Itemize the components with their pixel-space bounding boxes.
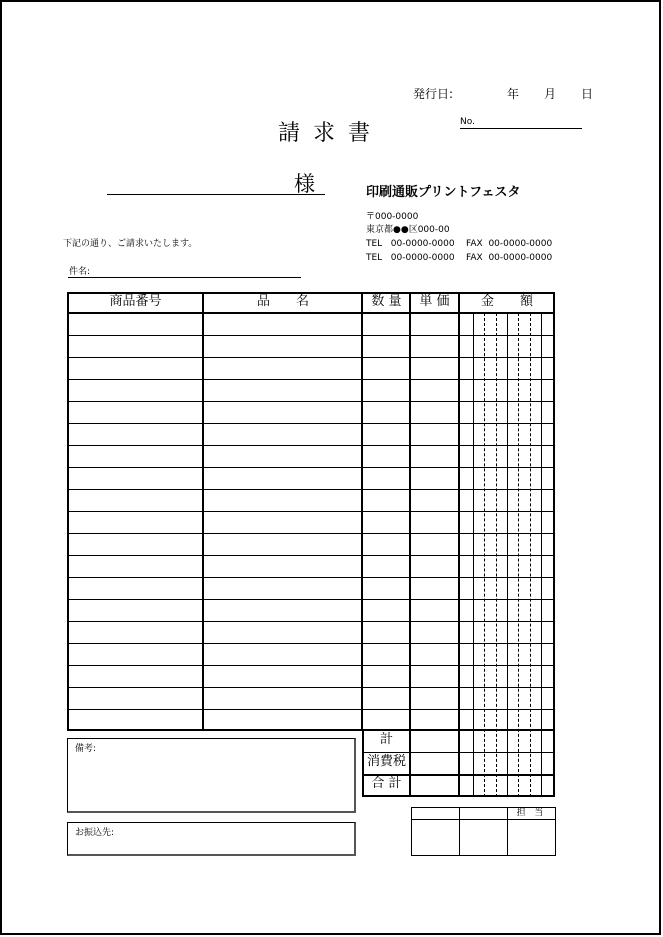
unit-price-cell[interactable] xyxy=(412,468,458,488)
product-name-cell[interactable] xyxy=(205,578,361,598)
product-name-cell[interactable] xyxy=(205,512,361,532)
page-title: 請求書 xyxy=(278,121,384,146)
product-name-cell[interactable] xyxy=(205,380,361,400)
day-label: 日 xyxy=(581,87,594,101)
product-name-cell[interactable] xyxy=(205,710,361,730)
unit-price-cell[interactable] xyxy=(412,358,458,378)
product-name-cell[interactable] xyxy=(205,402,361,422)
quantity-cell[interactable] xyxy=(364,688,409,708)
unit-price-cell[interactable] xyxy=(412,688,458,708)
company-contact-1 xyxy=(366,240,552,249)
product-name-cell[interactable] xyxy=(205,534,361,554)
product-code-cell[interactable] xyxy=(69,446,202,466)
amount-digit-divider xyxy=(541,313,542,797)
month-label: 月 xyxy=(544,87,557,101)
product-code-cell[interactable] xyxy=(69,688,202,708)
summary-value-cell[interactable] xyxy=(412,776,457,796)
bank-transfer-box[interactable] xyxy=(67,822,356,856)
quantity-cell[interactable] xyxy=(364,644,409,664)
column-header-quantity: 数 量 xyxy=(371,294,402,309)
company-contact-2 xyxy=(366,254,552,263)
product-code-cell[interactable] xyxy=(69,314,202,334)
column-header-product-name: 品 名 xyxy=(256,294,309,309)
invoice-number-field[interactable] xyxy=(460,128,582,129)
stamp-cell[interactable] xyxy=(412,820,459,855)
stamp-cell[interactable] xyxy=(460,820,507,855)
product-code-cell[interactable] xyxy=(69,402,202,422)
quantity-cell[interactable] xyxy=(364,534,409,554)
product-name-cell[interactable] xyxy=(205,490,361,510)
product-code-cell[interactable] xyxy=(69,710,202,730)
stamp-cell-person-in-charge[interactable] xyxy=(508,820,555,855)
company-address: 東京都●●区000-00 xyxy=(366,225,450,235)
amount-digit-divider xyxy=(507,313,508,797)
product-code-cell[interactable] xyxy=(69,358,202,378)
amount-digit-divider xyxy=(484,313,485,797)
product-code-cell[interactable] xyxy=(69,490,202,510)
unit-price-cell[interactable] xyxy=(412,402,458,422)
amount-digit-divider xyxy=(496,313,497,797)
remarks-label: 備考: xyxy=(75,744,97,754)
product-name-cell[interactable] xyxy=(205,688,361,708)
product-name-cell[interactable] xyxy=(205,446,361,466)
tel-number: 00-0000-0000 xyxy=(390,253,455,263)
column-header-unit-price: 単 価 xyxy=(419,294,450,309)
quantity-cell[interactable] xyxy=(364,578,409,598)
quantity-cell[interactable] xyxy=(364,314,409,334)
product-code-cell[interactable] xyxy=(69,512,202,532)
quantity-cell[interactable] xyxy=(364,424,409,444)
column-divider xyxy=(458,292,460,731)
product-name-cell[interactable] xyxy=(205,358,361,378)
unit-price-cell[interactable] xyxy=(412,600,458,620)
company-name: 印刷通販プリントフェスタ xyxy=(366,185,521,200)
subject-field[interactable] xyxy=(68,277,301,278)
summary-column-divider xyxy=(458,731,460,797)
amount-digit-divider xyxy=(518,313,519,797)
column-header-amount: 金 額 xyxy=(480,294,533,309)
quantity-cell[interactable] xyxy=(364,490,409,510)
year-label: 年 xyxy=(507,87,520,101)
unit-price-cell[interactable] xyxy=(412,644,458,664)
amount-digit-divider xyxy=(530,313,531,797)
product-code-cell[interactable] xyxy=(69,424,202,444)
fax-number: 00-0000-0000 xyxy=(488,239,553,249)
product-name-cell[interactable] xyxy=(205,424,361,444)
quantity-cell[interactable] xyxy=(364,556,409,576)
company-postal: 〒000-0000 xyxy=(366,212,419,222)
recipient-suffix: 様 xyxy=(294,172,315,196)
product-code-cell[interactable] xyxy=(69,534,202,554)
unit-price-cell[interactable] xyxy=(412,534,458,554)
product-code-cell[interactable] xyxy=(69,556,202,576)
column-divider xyxy=(409,292,411,731)
unit-price-cell[interactable] xyxy=(412,710,458,730)
product-code-cell[interactable] xyxy=(69,644,202,664)
product-code-cell[interactable] xyxy=(69,666,202,686)
unit-price-cell[interactable] xyxy=(412,666,458,686)
fax-number: 00-0000-0000 xyxy=(488,253,553,263)
product-name-cell[interactable] xyxy=(205,556,361,576)
recipient-name-field[interactable] xyxy=(107,194,325,195)
tax-label: 消費税 xyxy=(366,754,406,769)
amount-digit-divider xyxy=(473,313,474,797)
column-divider xyxy=(361,292,363,731)
product-name-cell[interactable] xyxy=(205,600,361,620)
unit-price-cell[interactable] xyxy=(412,336,458,356)
intro-text: 下記の通り、ご請求いたします。 xyxy=(63,239,198,249)
product-name-cell[interactable] xyxy=(205,468,361,488)
product-name-cell[interactable] xyxy=(205,314,361,334)
unit-price-cell[interactable] xyxy=(412,578,458,598)
product-code-cell[interactable] xyxy=(69,468,202,488)
tel-label: TEL xyxy=(366,239,383,249)
quantity-cell[interactable] xyxy=(364,666,409,686)
unit-price-cell[interactable] xyxy=(412,380,458,400)
quantity-cell[interactable] xyxy=(364,402,409,422)
bank-transfer-label: お振込先: xyxy=(75,828,115,838)
fax-label: FAX xyxy=(466,253,483,263)
remarks-box[interactable] xyxy=(67,738,356,813)
column-divider xyxy=(202,292,204,731)
unit-price-cell[interactable] xyxy=(412,512,458,532)
unit-price-cell[interactable] xyxy=(412,314,458,334)
summary-value-cell[interactable] xyxy=(412,754,457,774)
product-code-cell[interactable] xyxy=(69,622,202,642)
issue-date-label: 発行日: xyxy=(413,87,454,101)
product-name-cell[interactable] xyxy=(205,622,361,642)
stamp-header-person-in-charge: 担 当 xyxy=(516,808,547,818)
quantity-cell[interactable] xyxy=(364,358,409,378)
subtotal-label: 計 xyxy=(379,732,393,747)
quantity-cell[interactable] xyxy=(364,600,409,620)
unit-price-cell[interactable] xyxy=(412,490,458,510)
product-code-cell[interactable] xyxy=(69,600,202,620)
unit-price-cell[interactable] xyxy=(412,622,458,642)
unit-price-cell[interactable] xyxy=(412,446,458,466)
product-name-cell[interactable] xyxy=(205,336,361,356)
tel-label: TEL xyxy=(366,253,383,263)
quantity-cell[interactable] xyxy=(364,446,409,466)
quantity-cell[interactable] xyxy=(364,512,409,532)
tel-number: 00-0000-0000 xyxy=(390,239,455,249)
product-code-cell[interactable] xyxy=(69,578,202,598)
fax-label: FAX xyxy=(466,239,483,249)
unit-price-cell[interactable] xyxy=(412,424,458,444)
product-code-cell[interactable] xyxy=(69,380,202,400)
product-name-cell[interactable] xyxy=(205,644,361,664)
product-code-cell[interactable] xyxy=(69,336,202,356)
unit-price-cell[interactable] xyxy=(412,556,458,576)
quantity-cell[interactable] xyxy=(364,380,409,400)
total-label: 合 計 xyxy=(371,776,402,791)
stamp-box xyxy=(411,807,556,856)
subject-label: 件名: xyxy=(69,267,91,277)
quantity-cell[interactable] xyxy=(364,468,409,488)
product-name-cell[interactable] xyxy=(205,666,361,686)
summary-value-cell[interactable] xyxy=(412,732,457,752)
quantity-cell[interactable] xyxy=(364,336,409,356)
quantity-cell[interactable] xyxy=(364,710,409,730)
invoice-number-label: No. xyxy=(460,117,475,127)
quantity-cell[interactable] xyxy=(364,622,409,642)
column-header-product-code: 商品番号 xyxy=(109,294,162,309)
